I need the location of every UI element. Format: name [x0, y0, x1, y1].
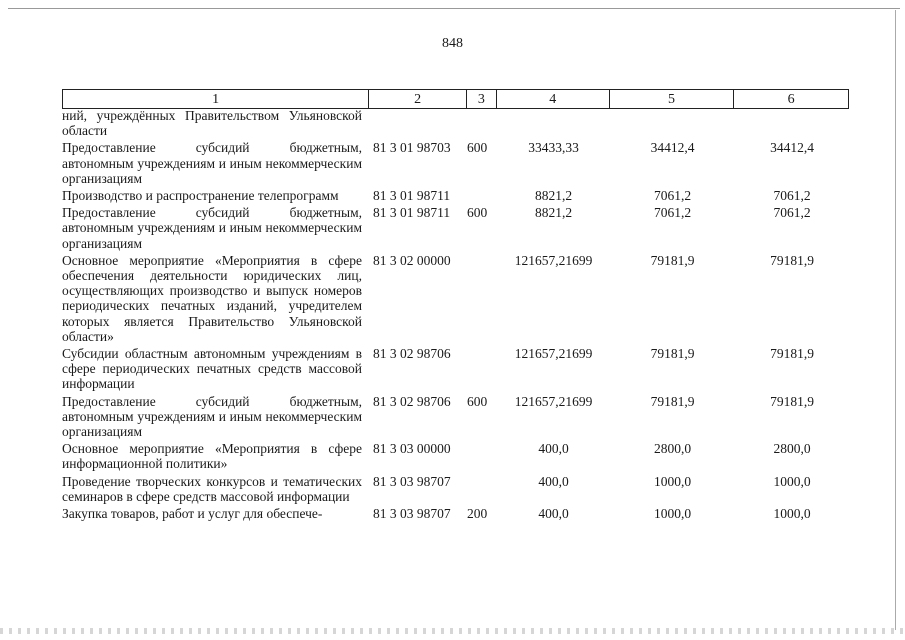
row-value-5: 1000,0 [653, 473, 692, 489]
row-value-5: 1000,0 [653, 506, 692, 522]
row-value-5: 7061,2 [653, 188, 692, 204]
table-row [62, 394, 849, 440]
row-value-4: 121657,21699 [514, 252, 593, 268]
row-code: 81 3 01 98703 [373, 140, 451, 156]
row-vr: 600 [467, 393, 488, 409]
table-row [62, 188, 849, 203]
row-value-4: 121657,21699 [514, 393, 593, 409]
row-code [369, 108, 467, 138]
row-value-6: 1000,0 [773, 506, 811, 522]
row-vr [467, 188, 497, 203]
row-name: ний, учреждённых Правительством Ульяновской области [62, 108, 362, 139]
row-code: 81 3 01 98711 [373, 188, 451, 204]
row-value-6: 2800,0 [773, 441, 811, 457]
table-row [62, 474, 849, 504]
table-header [62, 89, 849, 109]
row-name: Предоставление субсидий бюджетным, автономным учреждениям и иным некоммерческим организациям [62, 393, 362, 440]
row-code: 81 3 01 98711 [373, 205, 451, 221]
table-row [62, 140, 849, 186]
row-name: Основное мероприятие «Мероприятия в сфере обеспечения деятельности юридических лиц, осуществляющих производство и выпуск номеров периодических печатных изданий, учредителем которых является Правительство Ульяновской области» [62, 252, 362, 344]
row-value-4: 33433,33 [528, 140, 579, 156]
row-code: 81 3 03 98707 [373, 506, 451, 522]
row-value-6: 79181,9 [770, 393, 814, 409]
row-value-4 [497, 108, 610, 138]
row-code: 81 3 03 00000 [373, 441, 451, 457]
header-col-4: 4 [497, 90, 610, 108]
row-code: 81 3 02 98706 [373, 346, 451, 362]
row-vr [467, 474, 497, 504]
row-vr [467, 253, 497, 344]
header-col-2: 2 [369, 90, 467, 108]
table-row [62, 506, 849, 521]
row-value-4: 8821,2 [534, 188, 573, 204]
row-value-6: 79181,9 [770, 252, 814, 268]
scan-edge-top [8, 8, 900, 9]
header-col-6: 6 [787, 92, 795, 107]
row-vr: 600 [467, 140, 488, 156]
row-vr [467, 441, 497, 471]
row-value-5: 79181,9 [650, 346, 695, 362]
row-name: Предоставление субсидий бюджетным, автономным учреждениям и иным некоммерческим организациям [62, 205, 362, 251]
table-row [62, 441, 849, 471]
table-row [62, 108, 849, 138]
row-vr [467, 108, 497, 138]
row-value-6: 1000,0 [773, 473, 811, 489]
table-row [62, 205, 849, 251]
row-name: Предоставление субсидий бюджетным, автономным учреждениям и иным некоммерческим организациям [62, 140, 362, 186]
row-value-5 [610, 108, 735, 138]
row-value-6: 79181,9 [770, 346, 814, 362]
row-code: 81 3 02 00000 [373, 252, 451, 268]
row-value-5: 2800,0 [653, 441, 692, 457]
row-value-4: 8821,2 [534, 205, 573, 221]
row-vr [467, 346, 497, 392]
row-value-4: 400,0 [538, 506, 569, 522]
row-name: Закупка товаров, работ и услуг для обеспече- [62, 506, 323, 522]
table-row [62, 253, 849, 344]
row-value-5: 79181,9 [650, 393, 695, 409]
row-value-6: 34412,4 [770, 140, 814, 156]
row-value-4: 400,0 [538, 441, 569, 457]
header-col-5: 5 [610, 90, 735, 108]
table-body [62, 108, 849, 521]
row-code: 81 3 02 98706 [373, 393, 451, 409]
row-name: Проведение творческих конкурсов и тематических семинаров в сфере средств массовой информации [62, 473, 362, 504]
row-value-5: 7061,2 [653, 205, 692, 221]
header-col-1: 1 [63, 90, 369, 108]
row-value-6: 7061,2 [773, 188, 811, 204]
row-value-6 [735, 108, 849, 138]
row-value-4: 121657,21699 [514, 346, 593, 362]
table-row [62, 346, 849, 392]
page-number: 848 [442, 36, 463, 51]
row-value-4: 400,0 [538, 473, 569, 489]
row-vr: 200 [467, 506, 488, 522]
row-vr: 600 [467, 205, 488, 221]
row-name: Производство и распространение телепрограмм [62, 188, 339, 204]
row-name: Субсидии областным автономным учреждениям в сфере периодических печатных средств массовой информации [62, 346, 362, 392]
row-code: 81 3 03 98707 [373, 473, 451, 489]
row-value-6: 7061,2 [773, 205, 811, 221]
scan-edge-right [895, 10, 896, 630]
row-value-5: 79181,9 [650, 252, 695, 268]
scan-bottom-noise [0, 628, 905, 634]
row-value-5: 34412,4 [650, 140, 695, 156]
header-col-3: 3 [467, 90, 497, 108]
row-name: Основное мероприятие «Мероприятия в сфере информационной политики» [62, 441, 362, 472]
